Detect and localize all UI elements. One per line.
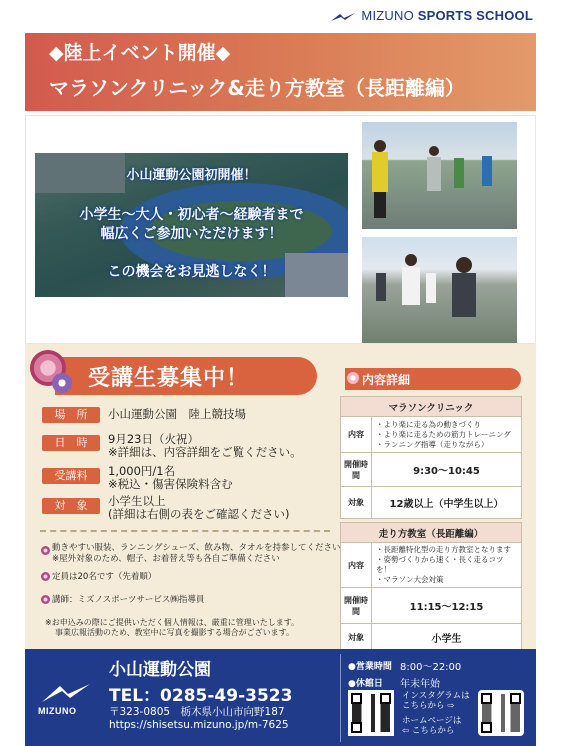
hours-label: ●営業時間 xyxy=(348,662,392,672)
bullet-icon xyxy=(41,595,50,604)
marathon-content-item: ・より楽に走る為の動きづくり xyxy=(376,419,481,429)
marathon-heading: マラソンクリニック xyxy=(341,397,522,417)
marathon-target-label: 対象 xyxy=(341,487,372,519)
homepage-link[interactable]: ホームページは ⇦ こちらから xyxy=(402,716,462,736)
note-item xyxy=(52,543,341,565)
brand-prefix: MIZUNO xyxy=(361,8,414,23)
note-line: 動きやすい服装、ランニングシューズ、飲み物、タオルを持参してください xyxy=(52,543,341,553)
running-target-label: 対象 xyxy=(341,624,372,652)
runners-illustration-2 xyxy=(362,237,517,343)
facility-url-link[interactable]: https://shisetsu.mizuno.jp/m-7625 xyxy=(109,719,289,731)
running-content-item: ・姿勢づくりから速く・長く走るコツを！ xyxy=(376,555,504,574)
note-line: ※屋外対象のため、帽子、お着替え等も各自ご準備ください xyxy=(52,554,280,564)
running-content-item: ・長距離特化型の走り方教室となります xyxy=(376,545,511,554)
instagram-link[interactable]: インスタグラムは こちらから ⇨ xyxy=(402,691,470,711)
marathon-target: 12歳以上（中学生以上） xyxy=(372,487,522,519)
photo-note: 事業広報活動のため、教室中に写真を撮影する場合がございます。 xyxy=(55,628,295,637)
closed-value: 年末年始 xyxy=(400,679,440,690)
mizuno-runbird-logo-icon xyxy=(40,682,92,704)
running-content-label: 内容 xyxy=(341,543,372,588)
target-label: 対 象 xyxy=(42,498,100,514)
target-note: (詳細は右側の表をご確認ください) xyxy=(108,507,290,521)
fee-value: 1,000円/1名 xyxy=(108,464,176,478)
running-content xyxy=(372,543,522,588)
note-item: 定員は20名です（先着順） xyxy=(52,572,157,582)
mizuno-runbird-icon xyxy=(330,12,356,22)
marathon-table xyxy=(340,396,522,519)
instagram-qr-code[interactable] xyxy=(348,690,394,736)
marathon-content-item: ・より楽に走るための筋力トレーニング xyxy=(376,429,511,439)
datetime-value: 9月23日（火祝） xyxy=(108,432,199,446)
marathon-content-item: ・ランニング指導（走りながら） xyxy=(376,439,489,449)
footer-divider xyxy=(340,654,341,742)
facility-phone[interactable]: TEL：0285-49-3523 xyxy=(109,686,293,706)
marathon-time: 9:30～10:45 xyxy=(372,453,522,487)
overlay-line-3: 幅広くご参加いただけます！ xyxy=(100,226,283,242)
marathon-content-label: 内容 xyxy=(341,417,372,453)
fee-label: 受講料 xyxy=(42,468,100,484)
bullet-icon xyxy=(41,546,50,555)
facility-name: 小山運動公園 xyxy=(109,660,211,680)
fee-note: ※税込・傷害保険料含む xyxy=(108,477,233,491)
brand-header xyxy=(361,8,533,23)
overlay-line-1: 小山運動公園初開催！ xyxy=(126,168,257,183)
runners-illustration-1 xyxy=(362,122,517,229)
target-value: 小学生以上 xyxy=(108,494,166,508)
running-content-item: ・マラソン大会対策 xyxy=(376,575,444,584)
event-heading: ◆陸上イベント開催◆ xyxy=(49,42,231,64)
mizuno-wordmark: MIZUNO xyxy=(38,706,77,716)
running-time: 11:15～12:15 xyxy=(372,588,522,624)
flower-decoration-icon xyxy=(52,373,72,393)
running-time-label: 開催時間 xyxy=(341,588,372,624)
brand-suffix: SPORTS SCHOOL xyxy=(417,8,533,23)
facility-address: 〒323-0805 栃木県小山市向野187 xyxy=(109,706,285,718)
overlay-line-4: この機会をお見逃しなく！ xyxy=(107,264,276,280)
event-title: マラソンクリニック&走り方教室（長距離編） xyxy=(49,76,465,100)
running-heading: 走り方教室（長距離編） xyxy=(341,523,522,543)
stadium-photo xyxy=(35,153,348,297)
details-title: 内容詳細 xyxy=(362,373,411,387)
hours-value: 8:00～22:00 xyxy=(400,662,462,673)
dashed-divider xyxy=(40,530,330,532)
running-target: 小学生 xyxy=(372,624,522,652)
privacy-note: ※お申込みの際にご提供いただく個人情報は、厳重に管理いたします。 xyxy=(45,618,300,627)
location-value: 小山運動公園 陸上競技場 xyxy=(108,407,246,421)
overlay-line-2: 小学生～大人・初心者～経験者まで xyxy=(79,207,304,223)
datetime-label: 日 時 xyxy=(42,435,100,451)
closed-label: ●休館日 xyxy=(348,679,383,689)
marathon-time-label: 開催時間 xyxy=(341,453,372,487)
marathon-content xyxy=(372,417,522,453)
homepage-qr-code[interactable] xyxy=(478,690,524,736)
note-item: 講師：ミズノスポーツサービス㈱指導員 xyxy=(52,595,205,605)
recruit-title: 受講生募集中！ xyxy=(88,366,250,391)
running-table xyxy=(340,522,522,652)
runners-photo-2 xyxy=(362,237,517,343)
location-label: 場 所 xyxy=(42,407,100,423)
bullet-icon xyxy=(41,572,50,581)
runners-photo-1 xyxy=(362,122,517,229)
flower-icon xyxy=(347,372,359,384)
datetime-note: ※詳細は、内容詳細をご覧ください。 xyxy=(108,445,302,459)
